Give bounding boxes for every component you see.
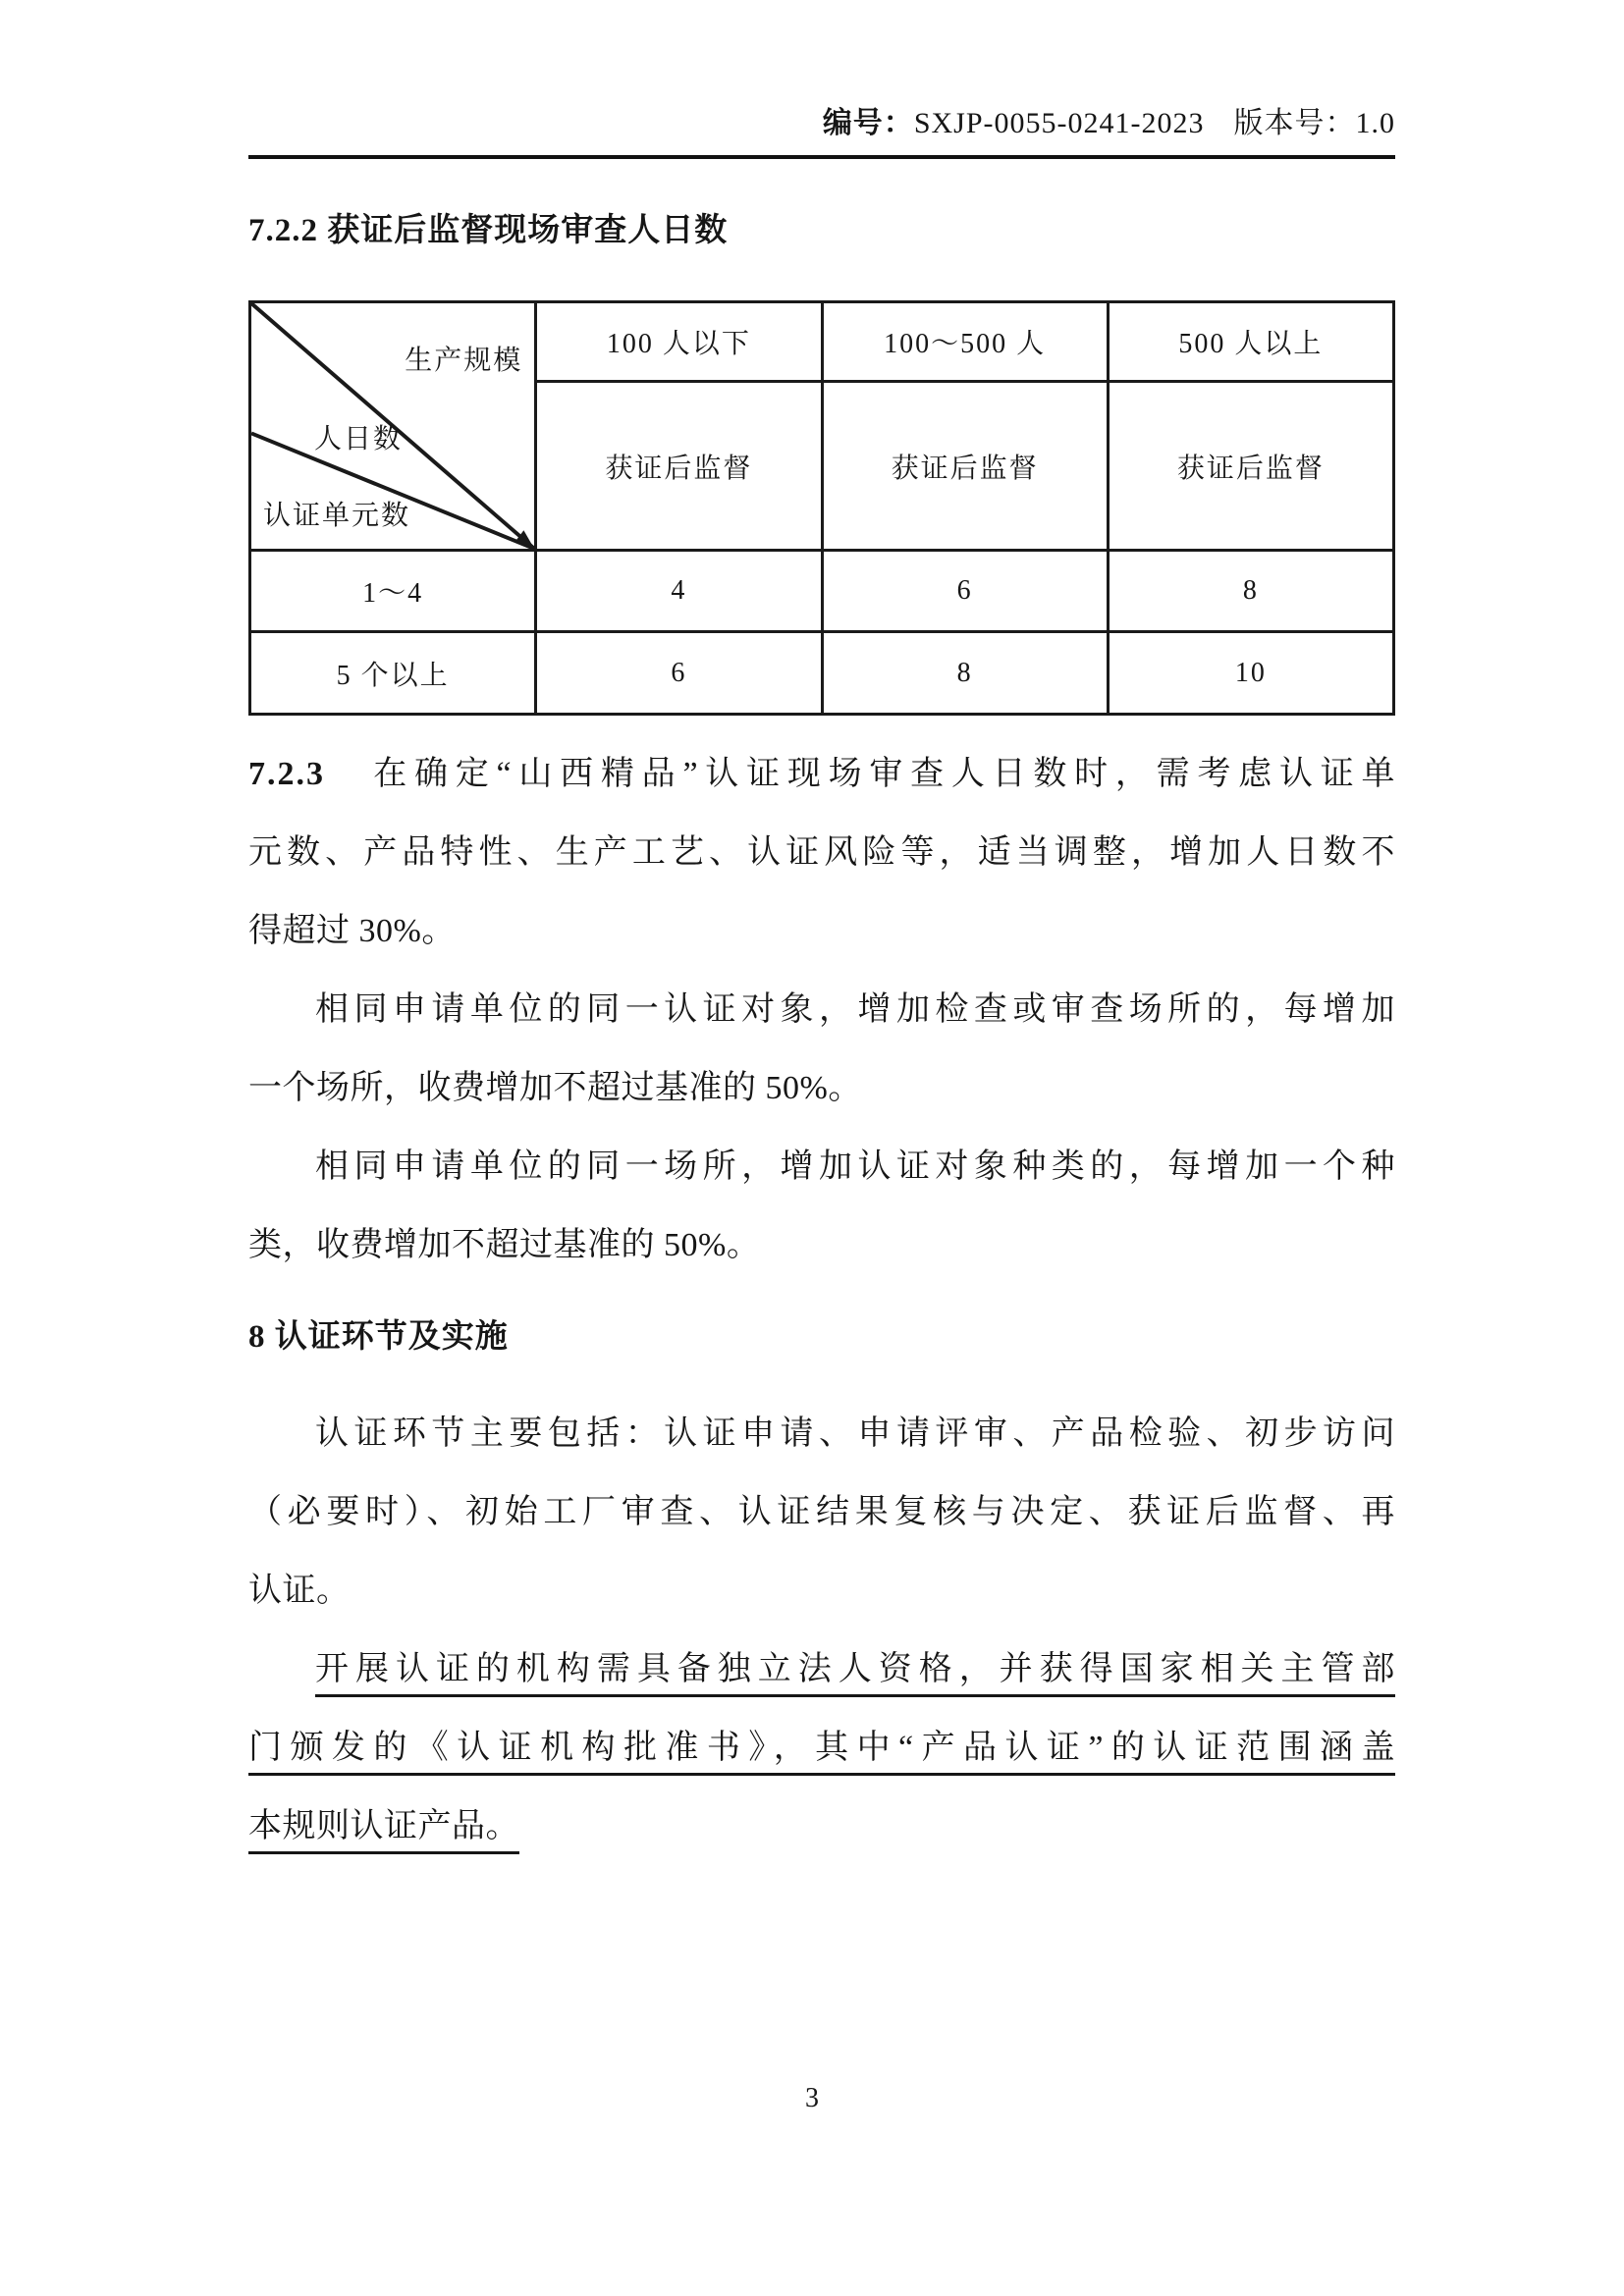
text-run: 在确定“山西精品”认证现场审查人日数时，需考虑认证单 (366, 756, 1395, 792)
diagonal-label-cert-units: 认证单元数 (263, 501, 411, 531)
cell-value: 6 (536, 632, 822, 715)
text-line: 一个场所，收费增加不超过基准的 50%。 (248, 1070, 862, 1106)
paragraph-8-intro (248, 1395, 1395, 1630)
version-label: 版本号： (1233, 107, 1356, 139)
paragraph-7-2-3 (248, 735, 1395, 971)
col-header-under-100: 100 人以下 (536, 302, 822, 382)
page-content (248, 0, 1395, 1866)
cell-value: 4 (536, 551, 822, 632)
table-row (250, 551, 1394, 632)
page-number: 3 (805, 2083, 819, 2113)
cell-value: 10 (1108, 632, 1393, 715)
doc-number-label: 编号： (822, 107, 914, 139)
table-header-row-1 (250, 302, 1394, 382)
diagonal-label-production-scale: 生产规模 (405, 346, 523, 376)
text-line: 认证。 (248, 1573, 351, 1609)
doc-number-value: SXJP-0055-0241-2023 (913, 107, 1205, 139)
paragraph-8-requirement-underlined (248, 1630, 1395, 1866)
cell-value: 8 (1108, 551, 1393, 632)
paragraph-add-site (248, 971, 1395, 1128)
diagonal-header-cell (250, 302, 536, 551)
cell-value: 6 (822, 551, 1108, 632)
sub-header-post-cert-3: 获证后监督 (1108, 382, 1393, 551)
text-line: 开展认证的机构需具备独立法人资格，并获得国家相关主管部 (315, 1651, 1395, 1687)
paragraph-add-type (248, 1128, 1395, 1285)
section-number-7-2-3: 7.2.3 (248, 756, 325, 792)
text-line (248, 735, 1395, 814)
col-header-over-500: 500 人以上 (1108, 302, 1393, 382)
section-heading-8: 8 认证环节及实施 (248, 1319, 509, 1355)
text-line: 类，收费增加不超过基准的 50%。 (248, 1227, 761, 1263)
row-label-1-4: 1～4 (250, 551, 536, 632)
text-line: 相同申请单位的同一认证对象，增加检查或审查场所的，每增加 (315, 991, 1395, 1028)
text-line: 元数、产品特性、生产工艺、认证风险等，适当调整，增加人日数不 (248, 834, 1395, 871)
sub-header-post-cert-2: 获证后监督 (822, 382, 1108, 551)
text-line: 认证环节主要包括：认证申请、申请评审、产品检验、初步访问 (315, 1415, 1395, 1452)
text-line: 得超过 30%。 (248, 913, 456, 949)
text-line: 本规则认证产品。 (248, 1808, 519, 1844)
diagonal-label-person-days: 人日数 (314, 424, 404, 454)
text-line: 相同申请单位的同一场所，增加认证对象种类的，每增加一个种 (315, 1148, 1395, 1185)
section-heading-7-2-2: 7.2.2 获证后监督现场审查人日数 (248, 213, 729, 248)
row-label-5-plus: 5 个以上 (250, 632, 536, 715)
sub-header-post-cert-1: 获证后监督 (536, 382, 822, 551)
table-row (250, 632, 1394, 715)
text-line: （必要时）、初始工厂审查、认证结果复核与决定、获证后监督、再 (248, 1494, 1395, 1530)
cell-value: 8 (822, 632, 1108, 715)
document-header (248, 104, 1395, 159)
text-line: 门颁发的《认证机构批准书》，其中“产品认证”的认证范围涵盖 (248, 1730, 1395, 1766)
version-value: 1.0 (1355, 107, 1395, 139)
col-header-100-500: 100～500 人 (822, 302, 1108, 382)
person-days-table (248, 300, 1395, 716)
